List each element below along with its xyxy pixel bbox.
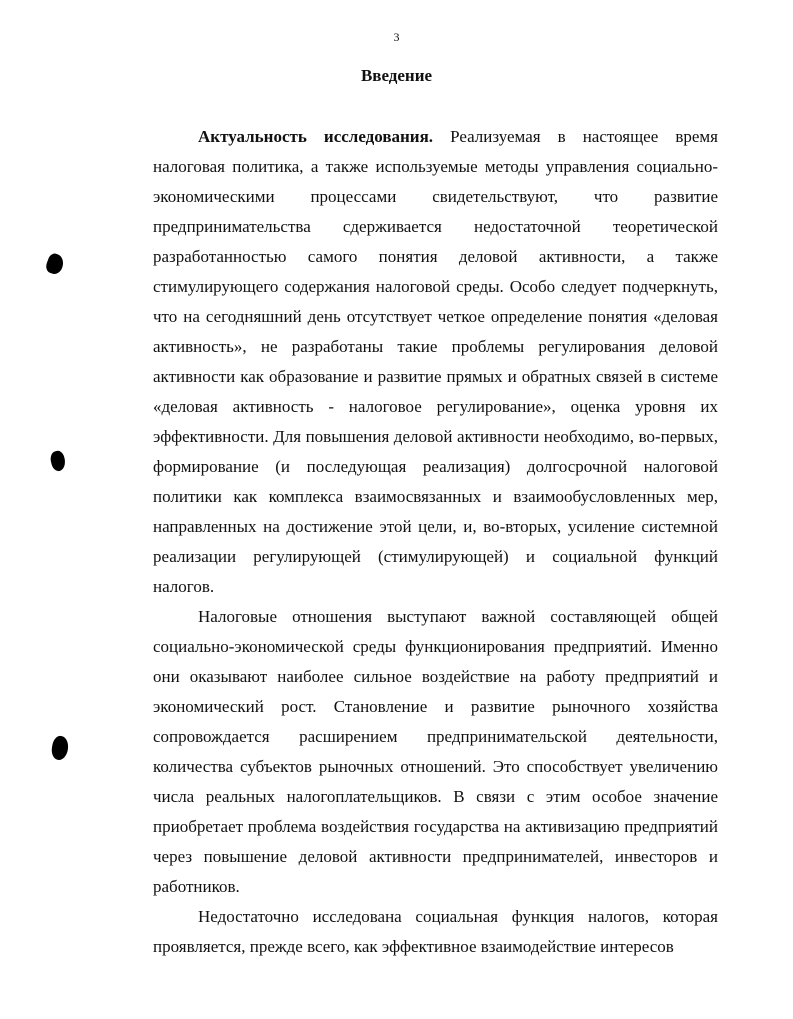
document-body <box>153 122 718 962</box>
binder-hole-mark <box>44 252 66 276</box>
page-number: 3 <box>393 30 400 44</box>
paragraph-text: Реализуемая в настоящее время налоговая политика, а также используемые методы управления социально-экономическими процессами свидетельствуют, что развитие предпринимательства сдерживается недостаточной теоретической разработанностью самого понятия деловой активности, а также стимулирующего содержания налоговой среды. Особо следует подчеркнуть, что на сегодняшний день отсутствует четкое определение понятия «деловая активность», не разработаны такие проблемы регулирования деловой активности как образование и развитие прямых и обратных связей в системе «деловая активность - налоговое регулирование», оценка уровня их эффективности. Для повышения деловой активности необходимо, во-первых, формирование (и последующая реализация) долгосрочной налоговой политики как комплекса взаимосвязанных и взаимообусловленных мер, направленных на достижение этой цели, и, во-вторых, усиление системной реализации регулирующей (стимулирующей) и социальной функций налогов. <box>153 127 718 596</box>
paragraph-relevance <box>153 122 718 602</box>
paragraph-social-function: Недостаточно исследована социальная функция налогов, которая проявляется, прежде всего, как эффективное взаимодействие интересов <box>153 907 718 956</box>
binder-hole-mark <box>50 735 70 761</box>
binder-hole-mark <box>49 450 68 473</box>
paragraph-lead: Актуальность исследования. <box>198 127 434 146</box>
paragraph-tax-relations: Налоговые отношения выступают важной составляющей общей социально-экономической среды функционирования предприятий. Именно они оказывают наиболее сильное воздействие на работу предприятий и экономический рост. Становление и развитие рыночного хозяйства сопровождается расширением предпринимательской деятельности, количества субъектов рыночных отношений. Это способствует увеличению числа реальных налогоплательщиков. В связи с этим особое значение приобретает проблема воздействия государства на активизацию предприятий через повышение деловой активности предпринимателей, инвесторов и работников. <box>153 607 718 896</box>
page-title: Введение <box>360 66 433 85</box>
